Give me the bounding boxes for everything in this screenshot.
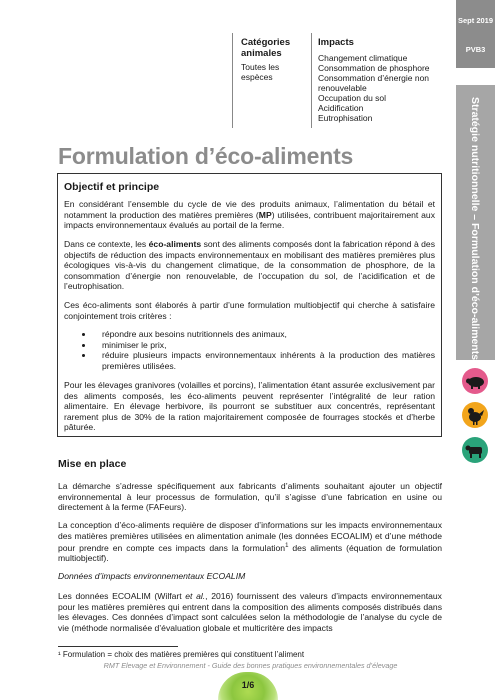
sidebar-date: Sept 2019 — [457, 16, 494, 25]
impact-item: Eutrophisation — [318, 113, 373, 123]
header-divider — [311, 33, 312, 128]
categories-title: Catégories animales — [241, 37, 291, 59]
objective-paragraph-4: Pour les élevages granivores (volailles et porcins), l’alimentation étant assurée exclusivement par des aliments composés, les éco-aliments peuvent représenter l’intégralité de leur ration alimentaire. En élevage herbivore, ils pourront se substituer aux concentrés, représentant rarement plus de 30% de la ration majoritairement composée de fourrages stockés et d’herbe pâturée. — [64, 380, 435, 432]
footnote-divider — [58, 646, 178, 647]
impact-item: Occupation du sol — [318, 93, 387, 103]
list-item: • réduire plusieurs impacts environnementaux inhérents à la production des matières premières utilisées. — [94, 350, 435, 371]
page-number: 1/6 — [241, 680, 255, 690]
setup-subheading: Données d’impacts environnementaux ECOALIM — [58, 571, 246, 581]
pig-icon — [462, 368, 488, 394]
sidebar-code: PVB3 — [465, 45, 486, 54]
categories-value: Toutes les espèces — [241, 62, 280, 82]
impact-item: Acidification — [318, 103, 364, 113]
list-item: • minimiser le prix, — [94, 340, 435, 351]
setup-paragraph-2: La conception d’éco-aliments requière de disposer d’informations sur les impacts environnementaux des matières premières utilisées en alimentation animale (les données ECOALIM) et d’une méthode pour prendre en compte ces impacts dans la formulation$^1$ des aliments (équation de formulation multiobjectif). — [58, 520, 442, 564]
objective-paragraph-3: Ces éco-aliments sont élaborés à partir d’une formulation multiobjectif qui cherche à satisfaire conjointement trois critères : — [64, 300, 435, 321]
impacts-list — [318, 53, 434, 123]
setup-paragraph-1: La démarche s’adresse spécifiquement aux fabricants d’aliments souhaitant ajouter un objectif environnemental à leur processus de formulation, qu’il s’agisse d’une fabrication en usine ou directement à la ferme (FAFeurs). — [58, 481, 442, 512]
page-title: Formulation d’éco-aliments — [58, 143, 354, 169]
cattle-icon — [462, 437, 488, 463]
impacts-title: Impacts — [318, 37, 354, 48]
impact-item: Consommation d’énergie non renouvelable — [318, 73, 430, 93]
setup-heading: Mise en place — [58, 458, 127, 470]
footer: RMT Elevage et Environnement - Guide des bonnes pratiques environnementales d’élevage — [103, 661, 398, 670]
poultry-icon — [462, 402, 488, 428]
impact-item: Changement climatique — [318, 53, 408, 63]
objective-heading: Objectif et principe — [64, 181, 160, 193]
list-item: • répondre aux besoins nutritionnels des animaux, — [94, 329, 435, 340]
objective-paragraph-2: Dans ce contexte, les éco-aliments sont des aliments composés dont la fabrication répond à des objectifs de réduction des impacts environnementaux en mobilisant des matières premières plus écologiques vis-à-vis du changement climatique, de la consommation de phosphore, de la consommation d’énergie non renouvelable, de l’occupation du sol, de l’acidification et de l’eutrophisation. — [64, 239, 435, 291]
footnote: ¹ Formulation = choix des matières premières qui constituent l’aliment — [58, 650, 305, 659]
setup-paragraph-3: Les données ECOALIM (Wilfart et al., 2016) fournissent des valeurs d’impacts environnementaux pour les matières premières qui entrent dans la composition des aliments composés distribués dans les élevages. Ces données d’impact sont calculées selon la méthodologie de l’analyse du cycle de vie (méthode normalisée d’évaluation globale et multicritère des impacts — [58, 591, 442, 633]
impact-item: Consommation de phosphore — [318, 63, 430, 73]
sidebar-vertical-title: Stratégie nutritionnelle – Formulation d’éco-aliments — [469, 97, 481, 361]
criteria-list — [64, 329, 435, 371]
objective-paragraph-1: En considérant l’ensemble du cycle de vie des produits animaux, l’alimentation du bétail et notamment la production des matières premières (MP) utilisées, contribuent majoritairement aux impacts environnementaux évalués au portail de la ferme. — [64, 199, 435, 230]
sidebar-top-block — [456, 0, 495, 68]
